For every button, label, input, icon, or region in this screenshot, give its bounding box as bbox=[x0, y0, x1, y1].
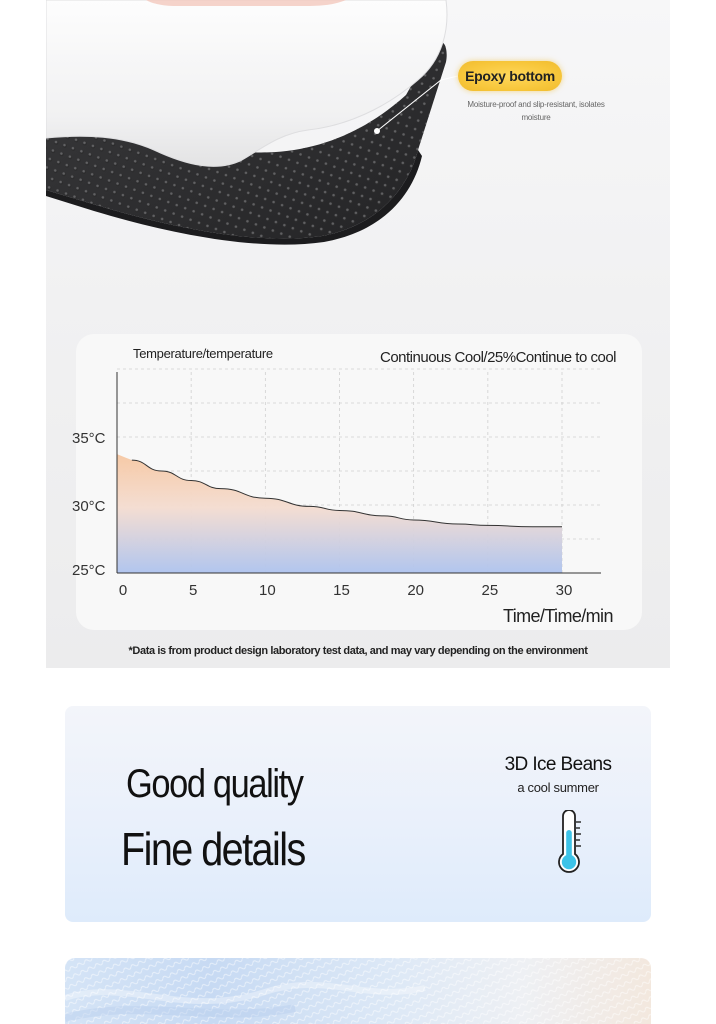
temperature-area bbox=[117, 454, 562, 573]
quality-headline: Good quality bbox=[126, 762, 303, 806]
chart-footnote: *Data is from product design laboratory test data, and may vary depending on the environment bbox=[128, 645, 588, 657]
y-tick-label: 35°C bbox=[72, 430, 106, 447]
x-tick-labels bbox=[119, 582, 573, 599]
chart-x-axis-label: Time/Time/min bbox=[503, 606, 613, 626]
chart-title: Continuous Cool/25%Continue to cool bbox=[380, 349, 616, 366]
x-tick-label: 0 bbox=[118, 582, 128, 599]
fabric-texture bbox=[65, 958, 651, 1024]
feature-title: 3D Ice Beans bbox=[504, 754, 612, 775]
epoxy-bottom-title: Epoxy bottom bbox=[465, 68, 555, 84]
feature-subtitle: a cool summer bbox=[517, 780, 599, 795]
x-tick-label: 20 bbox=[407, 582, 425, 599]
y-tick-label: 30°C bbox=[72, 498, 106, 515]
epoxy-bottom-description: Moisture-proof and slip-resistant, isolates moisture bbox=[467, 100, 605, 122]
x-tick-label: 15 bbox=[333, 582, 350, 599]
fabric-photo bbox=[65, 958, 651, 1024]
y-tick-labels bbox=[72, 430, 106, 579]
x-tick-label: 30 bbox=[555, 582, 573, 599]
x-tick-label: 5 bbox=[188, 582, 198, 599]
x-tick-label: 25 bbox=[481, 582, 499, 599]
details-headline: Fine details bbox=[121, 823, 305, 875]
thermometer-icon bbox=[552, 810, 586, 876]
y-tick-label: 25°C bbox=[72, 562, 106, 579]
chart-y-title: Temperature/temperature bbox=[133, 346, 273, 361]
x-tick-label: 10 bbox=[258, 582, 276, 599]
